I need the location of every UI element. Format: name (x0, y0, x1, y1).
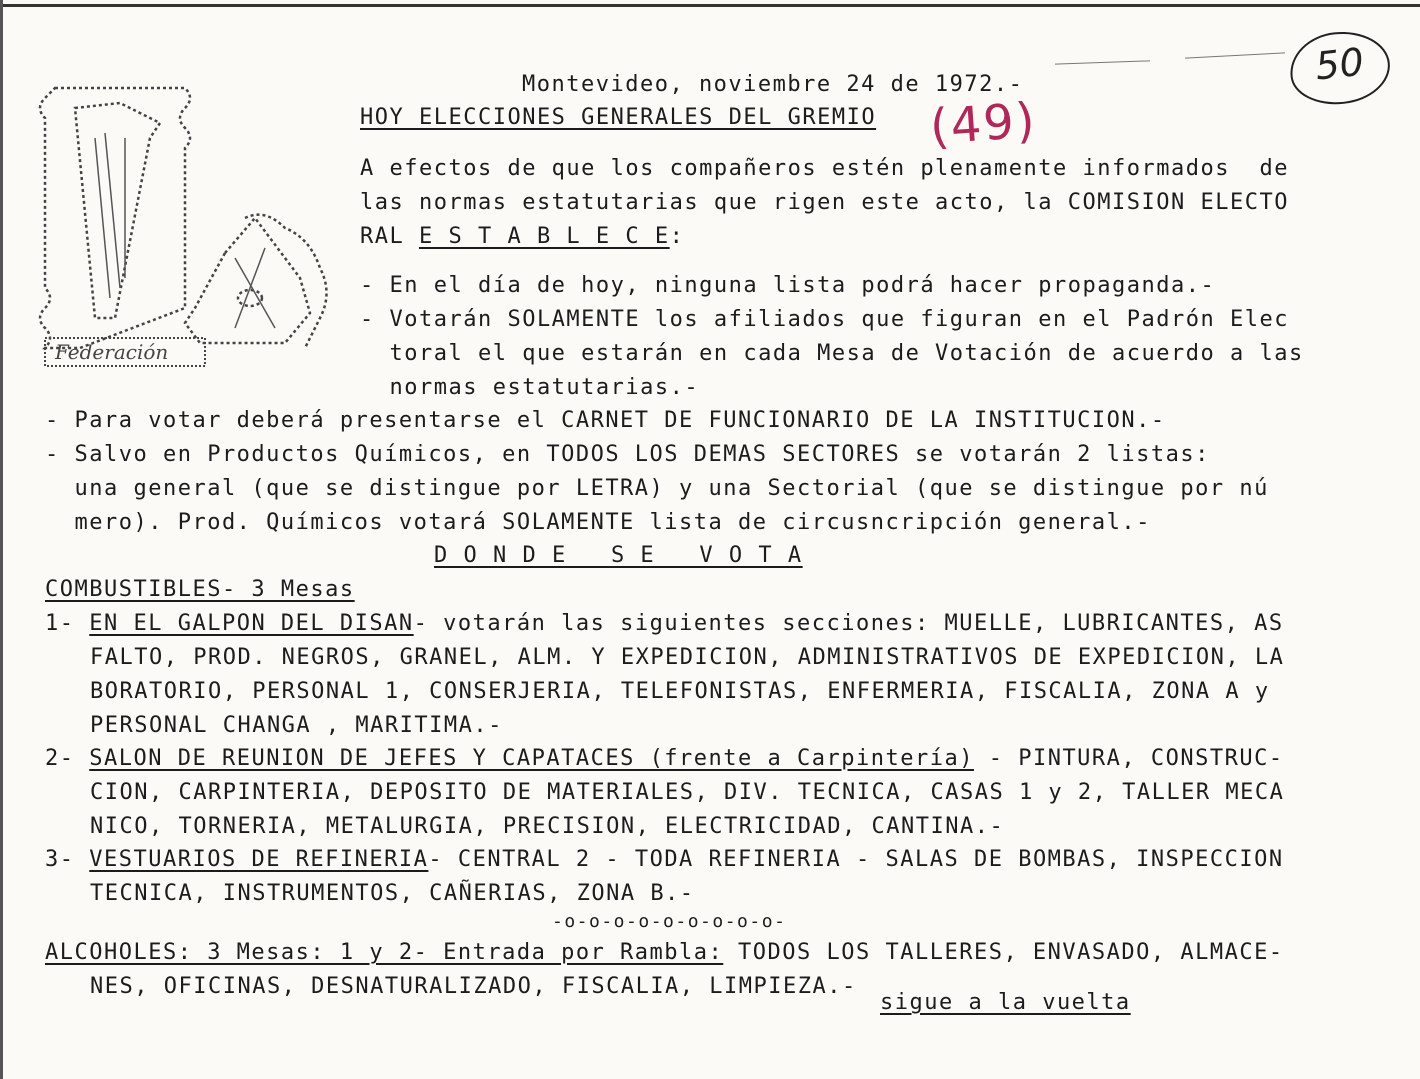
continue-note: sigue a la vuelta (880, 990, 1131, 1015)
item-2-rest: - PINTURA, CONSTRUC- (973, 746, 1284, 771)
combustibles-item-2-line-2: CION, CARPINTERIA, DEPOSITO DE MATERIALES, DIV. TECNICA, CASAS 1 y 2, TALLER MECA (90, 780, 1285, 805)
alcoholes-line-2: NES, OFICINAS, DESNATURALIZADO, FISCALIA, LIMPIEZA.- (90, 974, 857, 999)
rule-propaganda: - En el día de hoy, ninguna lista podrá hacer propaganda.- (360, 273, 1216, 298)
pencil-stroke (1185, 52, 1285, 58)
combustibles-heading: COMBUSTIBLES- 3 Mesas (45, 577, 355, 602)
rule-listas-line-3: mero). Prod. Químicos votará SOLAMENTE lista de circusncripción general.- (45, 510, 1151, 535)
item-number: 3- (45, 847, 90, 872)
item-number: 1- (45, 611, 90, 636)
page-number: 50 (1313, 39, 1366, 89)
page-left-edge (0, 0, 3, 1079)
combustibles-item-1-line-2: FALTO, PROD. NEGROS, GRANEL, ALM. Y EXPEDICION, ADMINISTRATIVOS DE EXPEDICION, LA (90, 645, 1285, 670)
union-emblem-icon (35, 78, 335, 378)
item-3-rest: - CENTRAL 2 - TODA REFINERIA - SALAS DE BOMBAS, INSPECCION (428, 847, 1284, 872)
item-2-place: SALON DE REUNION DE JEFES Y CAPATACES (frente a Carpintería) (89, 746, 974, 771)
alcoholes-heading: ALCOHOLES: 3 Mesas: 1 y 2- Entrada por Rambla: (45, 940, 724, 965)
section-separator: -o-o-o-o-o-o-o-o-o- (552, 911, 787, 932)
logo-signature: Federación (55, 340, 169, 364)
combustibles-item-3-line-2: TECNICA, INSTRUMENTOS, CAÑERIAS, ZONA B.- (90, 881, 695, 906)
item-1-rest: - votarán las siguientes secciones: MUELLE, LUBRICANTES, AS (413, 611, 1284, 636)
alcoholes-line-1 (45, 940, 1284, 966)
rule-padron-line-2: toral el que estarán en cada Mesa de Votación de acuerdo a las (360, 341, 1304, 366)
page-top-edge (0, 4, 1420, 7)
item-3-place: VESTUARIOS DE REFINERIA (89, 847, 429, 872)
combustibles-item-1-line-1 (45, 611, 1284, 637)
combustibles-item-2-line-1 (45, 746, 1284, 772)
rule-listas-line-2: una general (que se distingue por LETRA) y una Sectorial (que se distingue por nú (45, 476, 1269, 501)
alcoholes-rest: TODOS LOS TALLERES, ENVASADO, ALMACE- (723, 940, 1284, 965)
item-1-place: EN EL GALPON DEL DISAN (89, 611, 414, 636)
intro-line-3-prefix: RAL (360, 224, 419, 249)
intro-line-1: A efectos de que los compañeros estén plenamente informados de (360, 156, 1289, 181)
combustibles-item-1-line-4: PERSONAL CHANGA , MARITIMA.- (90, 713, 503, 738)
rule-carnet: - Para votar deberá presentarse el CARNET DE FUNCIONARIO DE LA INSTITUCION.- (45, 408, 1166, 433)
pencil-annotation: (49) (928, 92, 1039, 156)
intro-line-3-suffix: : (669, 224, 685, 249)
rule-padron-line-3: normas estatutarias.- (360, 375, 700, 400)
combustibles-item-3-line-1 (45, 847, 1284, 873)
establece-word: E S T A B L E C E (418, 224, 670, 249)
combustibles-item-1-line-3: BORATORIO, PERSONAL 1, CONSERJERIA, TELEFONISTAS, ENFERMERIA, FISCALIA, ZONA A y (90, 679, 1270, 704)
intro-line-3 (360, 224, 684, 250)
date-line: Montevideo, noviembre 24 de 1972.- (522, 72, 1024, 97)
pencil-stroke (1055, 60, 1150, 64)
rule-padron-line-1: - Votarán SOLAMENTE los afiliados que figuran en el Padrón Elec (360, 307, 1289, 332)
page-number-circle (1287, 27, 1394, 109)
rule-listas-line-1: - Salvo en Productos Químicos, en TODOS LOS DEMAS SECTORES se votarán 2 listas: (45, 442, 1210, 467)
page-title: HOY ELECCIONES GENERALES DEL GREMIO (360, 105, 877, 130)
combustibles-item-2-line-3: NICO, TORNERIA, METALURGIA, PRECISION, ELECTRICIDAD, CANTINA.- (90, 814, 1005, 839)
intro-line-2: las normas estatutarias que rigen este acto, la COMISION ELECTO (360, 190, 1289, 215)
item-number: 2- (45, 746, 90, 771)
donde-se-vota-heading: D O N D E _ S E _ V O T A (434, 543, 803, 568)
